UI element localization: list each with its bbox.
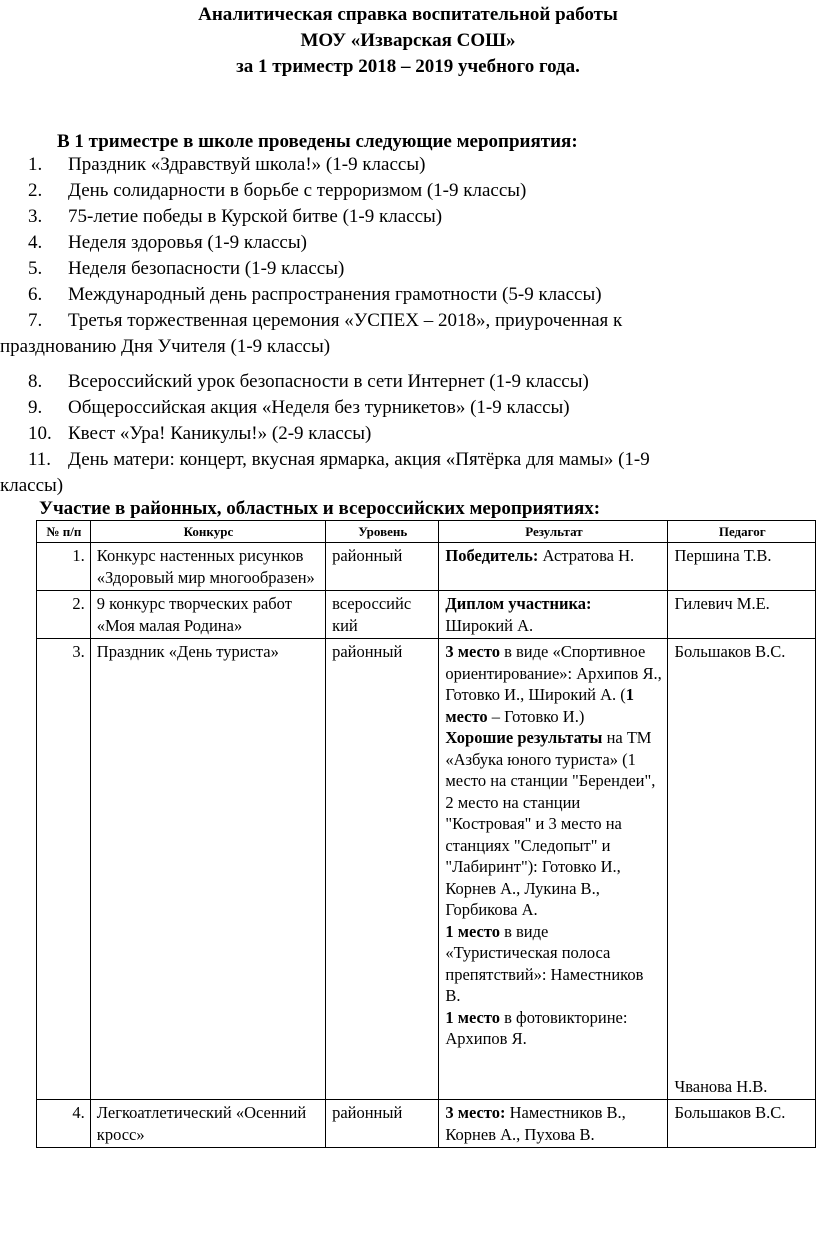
table-row — [37, 1100, 816, 1148]
row-num: 4. — [37, 1100, 91, 1148]
row-result: 3 место: Наместников В., Корнев А., Пухова В. — [439, 1100, 668, 1148]
table-row — [37, 639, 816, 1100]
row-teacher — [668, 639, 816, 1100]
row-level: районный — [326, 639, 439, 1100]
col-header-result: Результат — [439, 521, 668, 543]
row-result: Диплом участника: Широкий А. — [439, 591, 668, 639]
row-teacher: Гилевич М.Е. — [668, 591, 816, 639]
doc-title-line2: МОУ «Изварская СОШ» — [300, 30, 516, 51]
row-num: 3. — [37, 639, 91, 1100]
row-level: районный — [326, 543, 439, 591]
row-teacher: Першина Т.В. — [668, 543, 816, 591]
row-level: всероссийс кий — [326, 591, 439, 639]
col-header-teacher: Педагог — [668, 521, 816, 543]
row-level: районный — [326, 1100, 439, 1148]
doc-title-line1: Аналитическая справка воспитательной работы — [198, 4, 618, 25]
participation-heading: Участие в районных, областных и всероссийских мероприятиях: — [39, 498, 601, 519]
col-header-level: Уровень — [326, 521, 439, 543]
row-contest: 9 конкурс творческих работ «Моя малая Родина» — [90, 591, 325, 639]
row-result: Победитель: Астратова Н. — [439, 543, 668, 591]
teacher-primary: Большаков В.С. — [674, 642, 786, 661]
col-header-contest: Конкурс — [90, 521, 325, 543]
row-contest: Легкоатлетический «Осенний кросс» — [90, 1100, 325, 1148]
table-header-row — [37, 521, 816, 543]
row-num: 1. — [37, 543, 91, 591]
row-num: 2. — [37, 591, 91, 639]
col-header-num: № п/п — [37, 521, 91, 543]
table-row — [37, 591, 816, 639]
events-heading: В 1 триместре в школе проведены следующие мероприятия: — [57, 131, 578, 152]
row-teacher: Большаков В.С. — [668, 1100, 816, 1148]
row-result: 3 место в виде «Спортивное ориентирование»: Архипов Я., Готовко И., Широкий А. (1 место – Готовко И.) Хорошие результаты на ТМ «Азбука юного туриста» (1 место на станции "Берендеи", 2 место на станции "Костровая" и 3 место на станциях "Следопыт" и "Лабиринт"): Готовко И., Корнев А., Лукина В., Горбикова А. 1 место в виде «Туристическая полоса препятствий»: Наместников В. 1 место в фотовикторине: Архипов Я. — [439, 639, 668, 1100]
doc-title-line3: за 1 триместр 2018 – 2019 учебного года. — [236, 56, 580, 77]
table-row — [37, 543, 816, 591]
participation-table — [36, 520, 816, 1148]
row-contest: Праздник «День туриста» — [90, 639, 325, 1100]
row-contest: Конкурс настенных рисунков «Здоровый мир многообразен» — [90, 543, 325, 591]
teacher-secondary: Чванова Н.В. — [674, 1076, 768, 1096]
